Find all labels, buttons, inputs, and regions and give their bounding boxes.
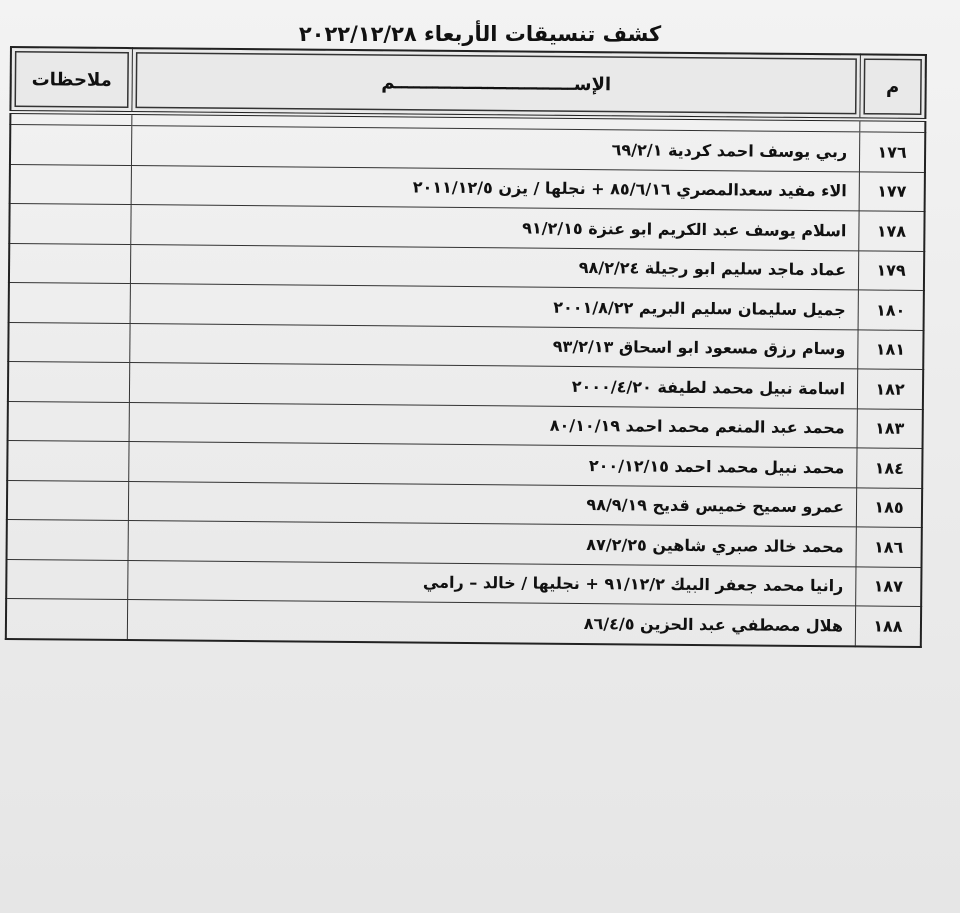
row-number: ١٨٥	[856, 487, 922, 527]
row-name: رانيا محمد جعفر البيك ٩١/١٢/٢ + نجليها / خالد – رامي	[128, 560, 856, 606]
names-table	[5, 46, 927, 647]
row-name: عماد ماجد سليم ابو رجيلة ٩٨/٢/٢٤	[130, 244, 858, 290]
header-number: م	[860, 54, 926, 120]
spacer-cell	[860, 119, 926, 132]
row-name: اسلام يوسف عبد الكريم ابو عنزة ٩١/٢/١٥	[131, 205, 859, 251]
row-notes	[8, 322, 130, 363]
row-number: ١٧٧	[859, 171, 925, 211]
row-name: اسامة نبيل محمد لطيفة ٢٠٠٠/٤/٢٠	[129, 363, 857, 409]
row-number: ١٨١	[858, 329, 924, 369]
row-name: محمد عبد المنعم محمد احمد ٨٠/١٠/١٩	[129, 402, 857, 448]
row-notes	[9, 282, 131, 323]
row-notes	[7, 519, 129, 560]
row-name: محمد خالد صبري شاهين ٨٧/٢/٢٥	[128, 521, 856, 567]
row-notes	[8, 401, 130, 442]
header-row	[10, 47, 926, 120]
header-name: الإســـــــــــــــــــــــــــــم	[132, 48, 861, 119]
row-name: محمد نبيل محمد احمد ٢٠٠/١٢/١٥	[129, 442, 857, 488]
row-name: وسام رزق مسعود ابو اسحاق ٩٣/٢/١٣	[130, 323, 858, 369]
row-notes	[9, 204, 131, 245]
row-name: عمرو سميح خميس قديح ٩٨/٩/١٩	[128, 481, 856, 527]
row-number: ١٧٩	[858, 250, 924, 290]
row-notes	[6, 559, 128, 600]
coordination-sheet	[5, 46, 927, 647]
row-notes	[7, 440, 129, 481]
row-notes	[7, 480, 129, 521]
row-name: الاء مفيد سعدالمصري ٨٥/٦/١٦ + نجلها / يزن ٢٠١١/١٢/٥	[131, 165, 859, 211]
row-name: جميل سليمان سليم البريم ٢٠٠١/٨/٢٢	[130, 284, 858, 330]
row-number: ١٨٨	[855, 606, 921, 647]
row-name: ربي يوسف احمد كردية ٦٩/٢/١	[131, 126, 859, 172]
spacer-cell	[10, 112, 132, 126]
row-notes	[10, 125, 132, 166]
table-row	[6, 598, 921, 646]
table-header	[10, 47, 926, 120]
row-number: ١٨٧	[856, 566, 922, 606]
table-body	[6, 112, 926, 646]
page-title: كشف تنسيقات الأربعاء ٢٠٢٢/١٢/٢٨	[298, 22, 662, 46]
row-number: ١٨٠	[858, 290, 924, 330]
row-notes	[10, 164, 132, 205]
row-number: ١٨٣	[857, 408, 923, 448]
row-notes	[8, 361, 130, 402]
row-number: ١٧٦	[859, 132, 925, 172]
header-notes: ملاحظات	[10, 47, 132, 113]
row-notes	[6, 598, 128, 639]
row-number: ١٨٦	[856, 527, 922, 567]
row-number: ١٨٢	[857, 369, 923, 409]
row-number: ١٨٤	[857, 448, 923, 488]
row-number: ١٧٨	[859, 211, 925, 251]
row-notes	[9, 243, 131, 284]
row-name: هلال مصطفي عبد الحزين ٨٦/٤/٥	[127, 600, 855, 646]
